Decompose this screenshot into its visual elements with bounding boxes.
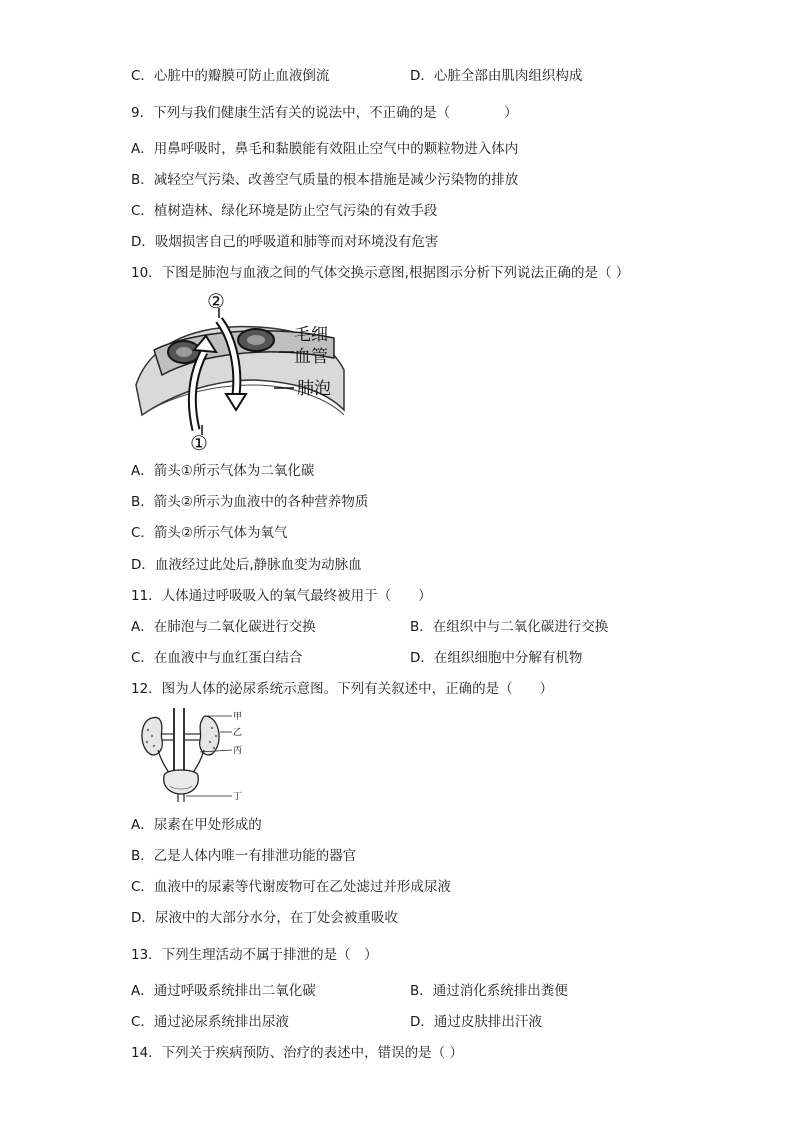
q13-option-a: A．通过呼吸系统排出二氧化碳 [131, 983, 316, 999]
q12-option-a: A．尿素在甲处形成的 [131, 817, 262, 833]
q12-option-b: B．乙是人体内唯一有排泄功能的器官 [131, 848, 357, 864]
q13-option-c: C．通过泌尿系统排出尿液 [131, 1014, 289, 1030]
label-bing: 丙 [233, 746, 243, 756]
label-capillary-2: 血管 [294, 347, 328, 367]
label-arrow-1: ① [190, 431, 208, 455]
q11-option-b: B．在组织中与二氧化碳进行交换 [410, 619, 609, 635]
q14-stem: 14．下列关于疾病预防、治疗的表述中，错误的是（ ） [131, 1045, 463, 1061]
label-arrow-2: ② [207, 290, 225, 313]
q9-option-b: B．减轻空气污染、改善空气质量的根本措施是减少污染物的排放 [131, 172, 519, 188]
q10-option-b: B．箭头②所示为血液中的各种营养物质 [131, 494, 369, 510]
q9-stem: 9．下列与我们健康生活有关的说法中，不正确的是（ ） [131, 105, 518, 121]
q10-stem: 10．下图是肺泡与血液之间的气体交换示意图,根据图示分析下列说法正确的是（ ） [131, 265, 630, 281]
q11-option-d: D．在组织细胞中分解有机物 [410, 650, 583, 666]
q11-stem: 11．人体通过呼吸吸入的氧气最终被用于（ ） [131, 588, 432, 604]
q12-stem: 12．图为人体的泌尿系统示意图。下列有关叙述中，正确的是（ ） [131, 681, 554, 697]
q8-option-c: C．心脏中的瓣膜可防止血液倒流 [131, 68, 330, 84]
label-capillary-1: 毛细 [294, 325, 328, 345]
q10-option-c: C．箭头②所示气体为氧气 [131, 525, 288, 541]
q12-option-d: D．尿液中的大部分水分，在丁处会被重吸收 [131, 910, 398, 926]
urinary-system-figure [134, 706, 249, 806]
q9-option-d: D．吸烟损害自己的呼吸道和肺等而对环境没有危害 [131, 234, 439, 250]
arrow-2-icon [226, 394, 246, 410]
q13-option-b: B．通过消化系统排出粪便 [410, 983, 568, 999]
q13-stem: 13．下列生理活动不属于排泄的是（ ） [131, 947, 378, 963]
q12-option-c: C．血液中的尿素等代谢废物可在乙处滤过并形成尿液 [131, 879, 451, 895]
bladder [164, 770, 199, 794]
label-ding: 丁 [233, 792, 243, 802]
q10-option-a: A．箭头①所示气体为二氧化碳 [131, 463, 315, 479]
q11-option-a: A．在肺泡与二氧化碳进行交换 [131, 619, 316, 635]
q13-option-d: D．通过皮肤排出汗液 [410, 1014, 542, 1030]
label-yi: 乙 [233, 728, 243, 738]
q10-option-d: D．血液经过此处后,静脉血变为动脉血 [131, 557, 362, 573]
q9-option-a: A．用鼻呼吸时，鼻毛和黏膜能有效阻止空气中的颗粒物进入体内 [131, 141, 519, 157]
q9-option-c: C．植树造林、绿化环境是防止空气污染的有效手段 [131, 203, 438, 219]
label-jia: 甲 [233, 712, 243, 722]
label-alveolus: 肺泡 [297, 379, 331, 399]
q11-option-c: C．在血液中与血红蛋白结合 [131, 650, 303, 666]
q8-option-d: D．心脏全部由肌肉组织构成 [410, 68, 583, 84]
gas-exchange-figure [134, 290, 349, 455]
